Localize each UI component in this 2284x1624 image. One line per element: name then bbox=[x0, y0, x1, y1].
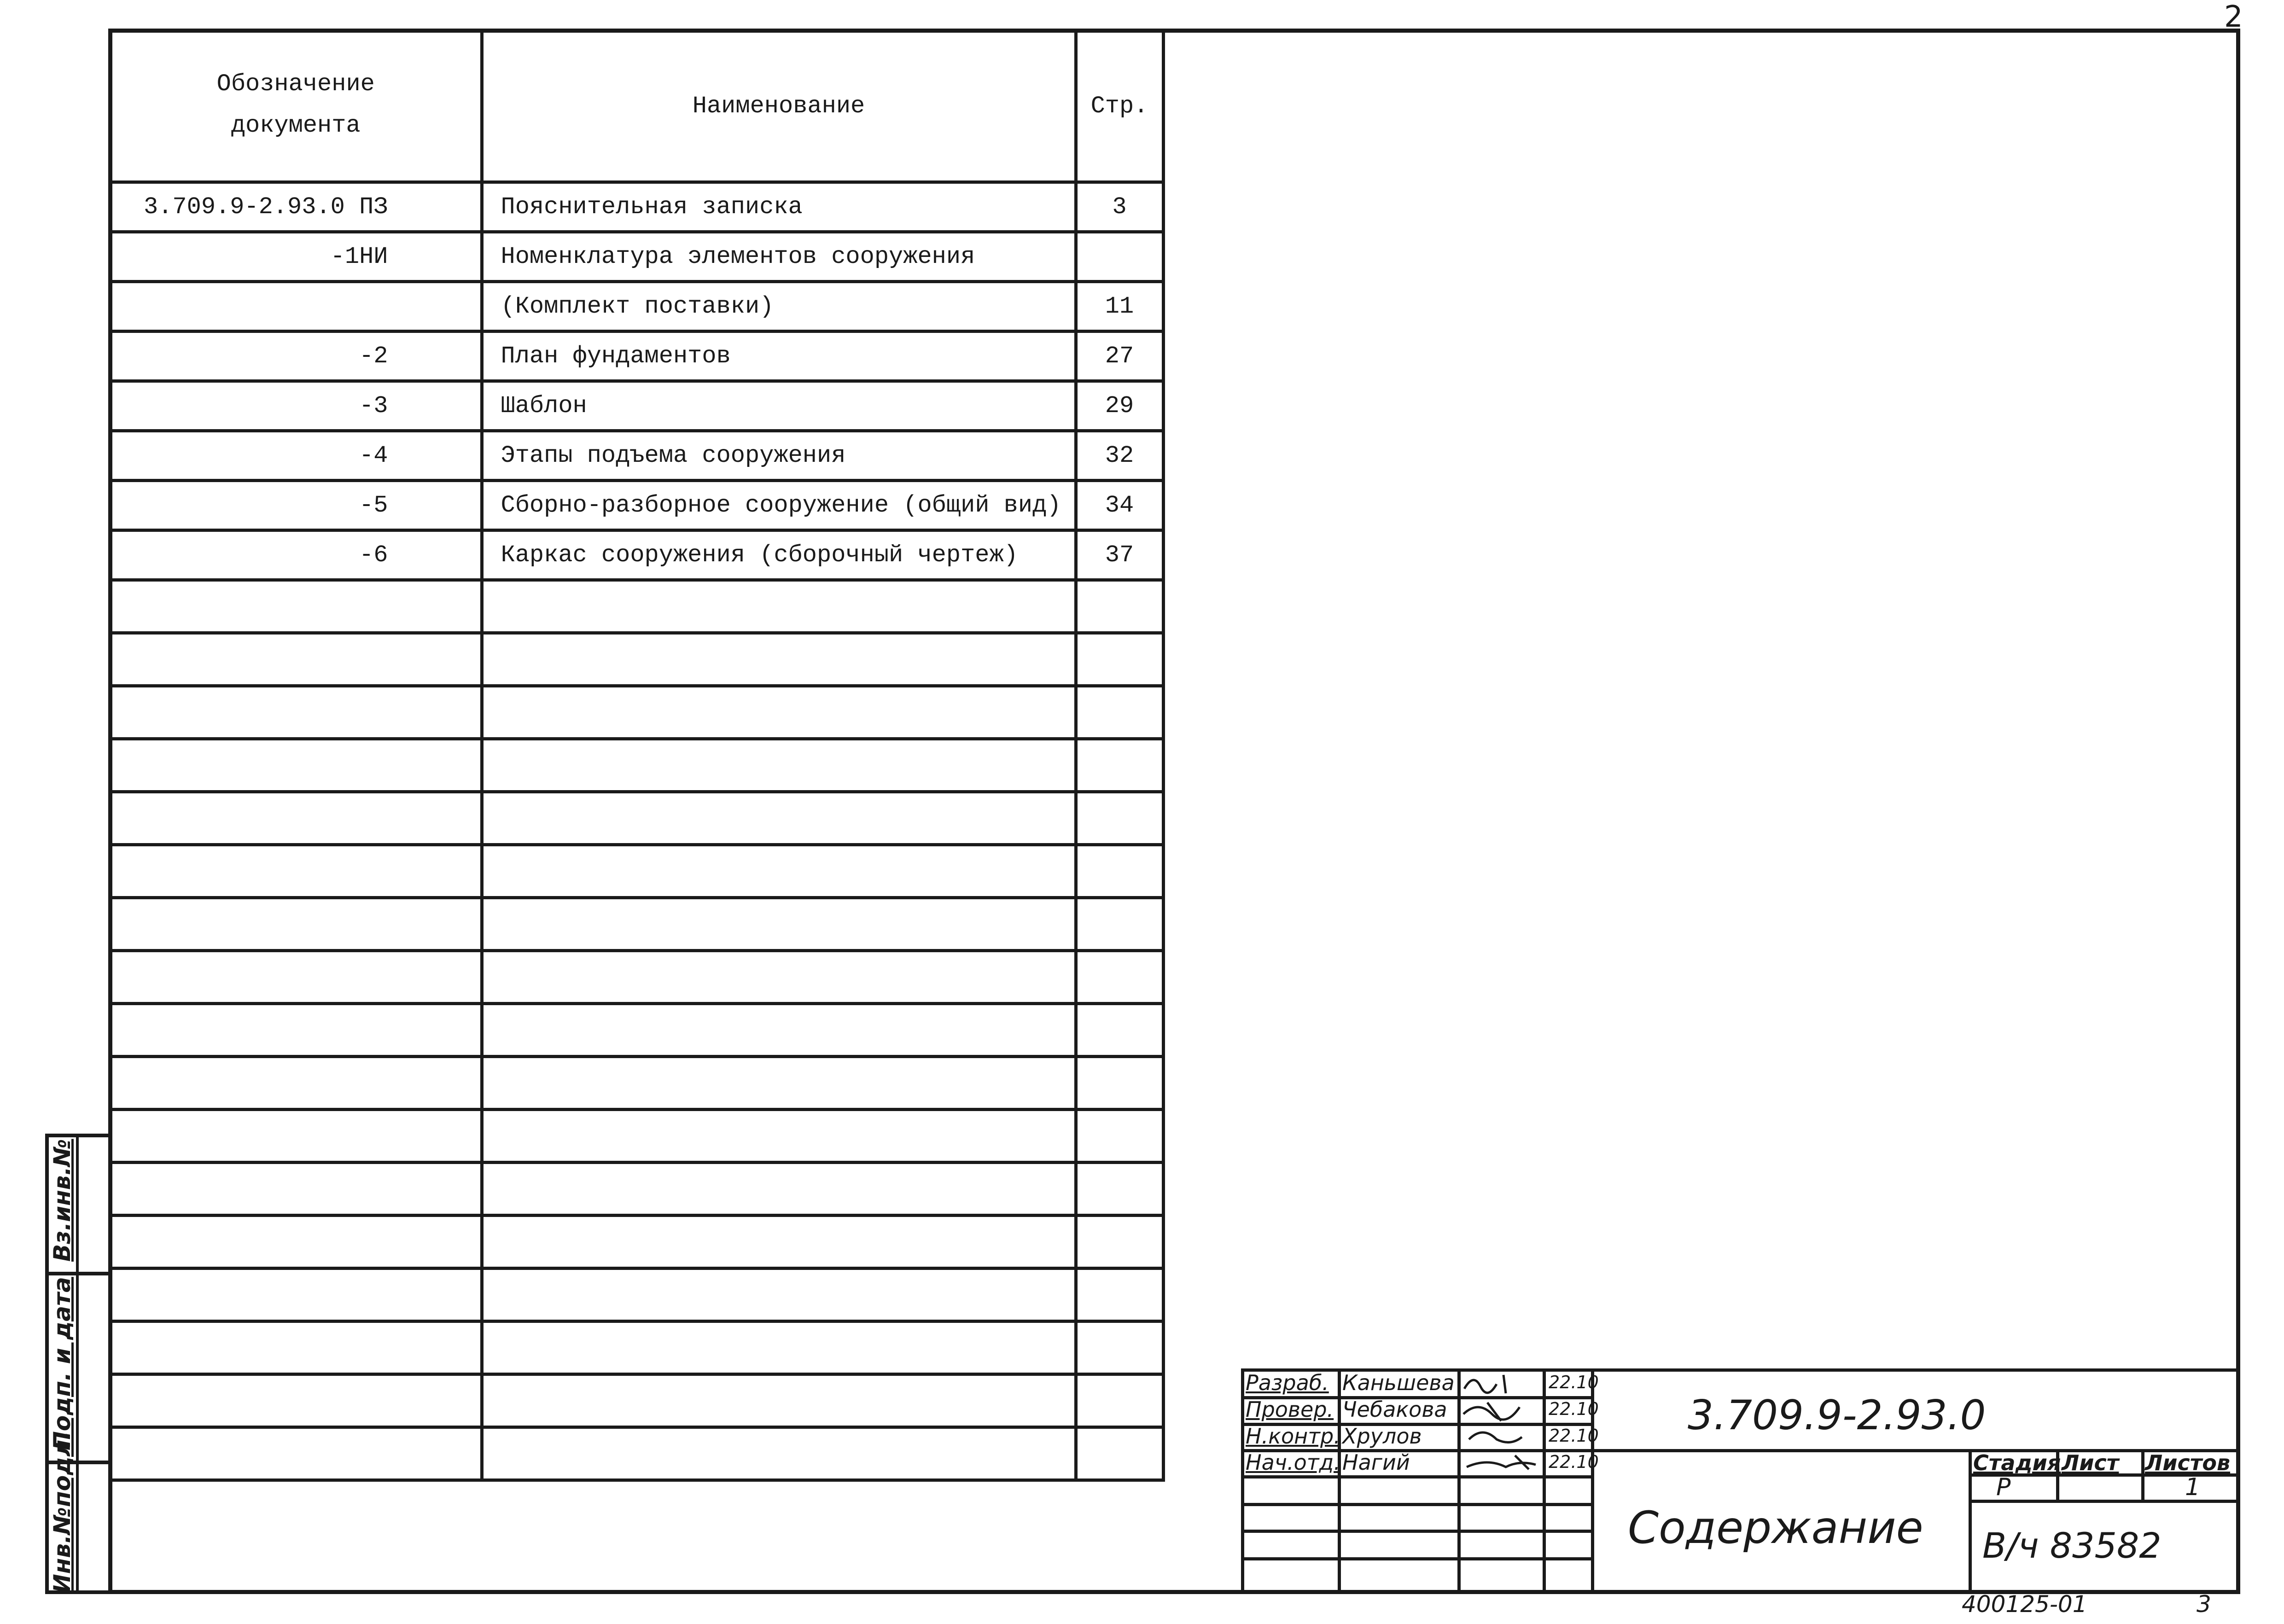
role-name: Чебакова bbox=[1342, 1397, 1447, 1422]
row-code bbox=[110, 1321, 482, 1374]
row-code: -1НИ bbox=[110, 232, 482, 282]
table-row-empty bbox=[110, 1216, 1164, 1269]
row-code bbox=[110, 792, 482, 845]
row-name bbox=[482, 898, 1076, 951]
row-page: 29 bbox=[1076, 381, 1163, 431]
row-page bbox=[1076, 1163, 1163, 1216]
row-page: 11 bbox=[1076, 282, 1163, 332]
bottom-page-number: 3 bbox=[2197, 1591, 2211, 1618]
page-mark: 2 bbox=[2224, 0, 2243, 34]
row-page bbox=[1076, 1321, 1163, 1374]
row-name bbox=[482, 951, 1076, 1004]
signature-marks-icon bbox=[1460, 1370, 1540, 1474]
row-code bbox=[110, 282, 482, 332]
row-page: 34 bbox=[1076, 481, 1163, 530]
table-row bbox=[110, 182, 1164, 232]
table-row-empty bbox=[110, 686, 1164, 739]
row-name bbox=[482, 1163, 1076, 1216]
table-row bbox=[110, 431, 1164, 481]
row-page: 3 bbox=[1076, 182, 1163, 232]
row-name: Шаблон bbox=[482, 381, 1076, 431]
row-code bbox=[110, 898, 482, 951]
role-date: 22.10 bbox=[1549, 1426, 1599, 1446]
row-page bbox=[1076, 1110, 1163, 1163]
row-code bbox=[110, 845, 482, 898]
row-name bbox=[482, 580, 1076, 633]
table-row-empty bbox=[110, 633, 1164, 686]
header-code: Обозначение документа bbox=[110, 30, 482, 182]
row-code bbox=[110, 1427, 482, 1480]
table-row-empty bbox=[110, 898, 1164, 951]
title-block-row-divider bbox=[1241, 1557, 1591, 1560]
table-row-empty bbox=[110, 1004, 1164, 1057]
side-label-inventory-no: Инв.№подл. bbox=[49, 1431, 76, 1593]
title-block bbox=[1241, 1368, 2240, 1594]
table-row-empty bbox=[110, 951, 1164, 1004]
row-name bbox=[482, 1321, 1076, 1374]
sheets-label: Листов bbox=[2145, 1450, 2231, 1475]
sheet-label: Лист bbox=[2062, 1450, 2119, 1475]
table-row-empty bbox=[110, 1427, 1164, 1480]
row-name bbox=[482, 1427, 1076, 1480]
row-code bbox=[110, 1269, 482, 1321]
row-code bbox=[110, 580, 482, 633]
row-code: -6 bbox=[110, 530, 482, 580]
table-row-empty bbox=[110, 739, 1164, 792]
row-name bbox=[482, 739, 1076, 792]
side-label-exchange-no: Вз.инв.№ bbox=[49, 1139, 76, 1262]
table-row-empty bbox=[110, 1269, 1164, 1321]
table-row bbox=[110, 282, 1164, 332]
title-block-row-divider bbox=[1241, 1503, 1591, 1506]
row-name: Этапы подъема сооружения bbox=[482, 431, 1076, 481]
row-name: (Комплект поставки) bbox=[482, 282, 1076, 332]
row-page bbox=[1076, 580, 1163, 633]
row-code bbox=[110, 951, 482, 1004]
sheets-value: 1 bbox=[2185, 1473, 2201, 1501]
stage-label: Стадия bbox=[1973, 1450, 2061, 1475]
table-row-empty bbox=[110, 1057, 1164, 1110]
row-name bbox=[482, 1374, 1076, 1427]
row-page bbox=[1076, 951, 1163, 1004]
row-name: Пояснительная записка bbox=[482, 182, 1076, 232]
row-code: 3.709.9-2.93.0 ПЗ bbox=[110, 182, 482, 232]
sheet-title: Содержание bbox=[1628, 1502, 1923, 1554]
table-row-empty bbox=[110, 845, 1164, 898]
row-name bbox=[482, 1216, 1076, 1269]
row-code bbox=[110, 686, 482, 739]
row-name: План фундаментов bbox=[482, 332, 1076, 381]
doc-number: 3.709.9-2.93.0 bbox=[1688, 1391, 1986, 1439]
row-page bbox=[1076, 1057, 1163, 1110]
header-name: Наименование bbox=[482, 30, 1076, 182]
side-strip-divider bbox=[45, 1272, 108, 1275]
table-row-empty bbox=[110, 580, 1164, 633]
row-page bbox=[1076, 686, 1163, 739]
row-page bbox=[1076, 1269, 1163, 1321]
row-page bbox=[1076, 898, 1163, 951]
row-page bbox=[1076, 739, 1163, 792]
table-row-empty bbox=[110, 1321, 1164, 1374]
role-label: Провер. bbox=[1246, 1397, 1334, 1422]
row-name bbox=[482, 633, 1076, 686]
table-row-empty bbox=[110, 792, 1164, 845]
table-row bbox=[110, 481, 1164, 530]
row-name bbox=[482, 1057, 1076, 1110]
row-name: Сборно-разборное сооружение (общий вид) bbox=[482, 481, 1076, 530]
role-date: 22.10 bbox=[1549, 1399, 1599, 1419]
row-name bbox=[482, 792, 1076, 845]
row-code: -2 bbox=[110, 332, 482, 381]
bottom-code: 400125-01 bbox=[1962, 1591, 2087, 1618]
table-body bbox=[110, 182, 1164, 1480]
table-row-empty bbox=[110, 1374, 1164, 1427]
row-name: Каркас сооружения (сборочный чертеж) bbox=[482, 530, 1076, 580]
title-block-col-divider bbox=[1969, 1449, 1972, 1594]
row-name bbox=[482, 845, 1076, 898]
stage-value: Р bbox=[1996, 1473, 2011, 1501]
row-name bbox=[482, 1110, 1076, 1163]
row-name: Номенклатура элементов сооружения bbox=[482, 232, 1076, 282]
table-row-empty bbox=[110, 1110, 1164, 1163]
table-header-row bbox=[110, 30, 1164, 182]
row-name bbox=[482, 1269, 1076, 1321]
row-code bbox=[110, 633, 482, 686]
table-row bbox=[110, 232, 1164, 282]
row-page bbox=[1076, 845, 1163, 898]
row-page bbox=[1076, 232, 1163, 282]
row-name bbox=[482, 1004, 1076, 1057]
row-name bbox=[482, 686, 1076, 739]
table-row bbox=[110, 381, 1164, 431]
row-page: 32 bbox=[1076, 431, 1163, 481]
table-row bbox=[110, 530, 1164, 580]
row-page bbox=[1076, 633, 1163, 686]
role-name: Хрулов bbox=[1342, 1424, 1422, 1449]
role-label: Разраб. bbox=[1246, 1370, 1329, 1395]
row-code: -4 bbox=[110, 431, 482, 481]
row-code: -5 bbox=[110, 481, 482, 530]
row-code bbox=[110, 1163, 482, 1216]
row-page bbox=[1076, 1427, 1163, 1480]
row-page: 27 bbox=[1076, 332, 1163, 381]
row-code bbox=[110, 1004, 482, 1057]
role-date: 22.10 bbox=[1549, 1452, 1599, 1472]
row-page bbox=[1076, 1004, 1163, 1057]
contents-table bbox=[108, 29, 1165, 1482]
row-page bbox=[1076, 1374, 1163, 1427]
title-block-row-divider bbox=[1241, 1530, 1591, 1533]
header-page: Стр. bbox=[1076, 30, 1163, 182]
row-page bbox=[1076, 1216, 1163, 1269]
table-row bbox=[110, 332, 1164, 381]
row-code bbox=[110, 1057, 482, 1110]
title-block-row-divider bbox=[1241, 1475, 1591, 1478]
row-code bbox=[110, 1216, 482, 1269]
row-code bbox=[110, 1374, 482, 1427]
role-label: Н.контр. bbox=[1246, 1424, 1340, 1449]
role-name: Нагий bbox=[1342, 1450, 1410, 1475]
role-date: 22.10 bbox=[1549, 1372, 1599, 1392]
row-page bbox=[1076, 792, 1163, 845]
row-code bbox=[110, 1110, 482, 1163]
table-row-empty bbox=[110, 1163, 1164, 1216]
row-page: 37 bbox=[1076, 530, 1163, 580]
side-strip-column-divider bbox=[76, 1134, 79, 1594]
side-label-signature-date: Подп. и дата bbox=[49, 1277, 76, 1450]
row-code bbox=[110, 739, 482, 792]
role-name: Каньшева bbox=[1342, 1370, 1455, 1395]
organization: В/ч 83582 bbox=[1982, 1525, 2162, 1566]
role-label: Нач.отд. bbox=[1246, 1450, 1340, 1475]
row-code: -3 bbox=[110, 381, 482, 431]
